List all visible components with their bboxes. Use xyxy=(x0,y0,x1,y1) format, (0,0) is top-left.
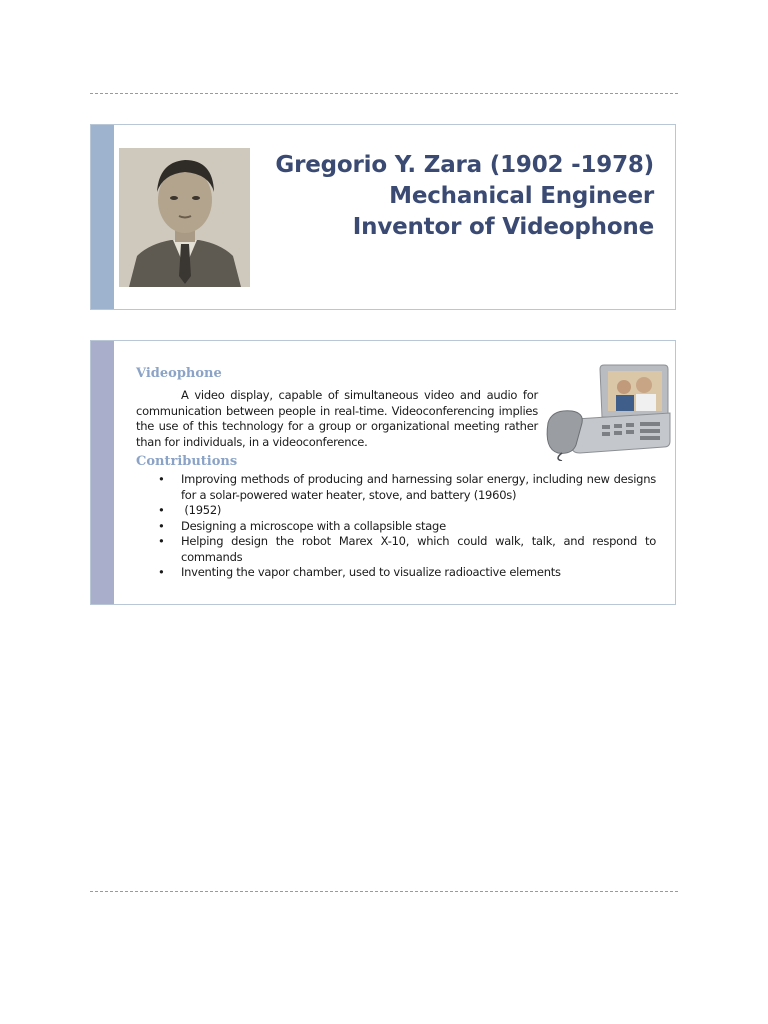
bullet-icon: • xyxy=(158,565,165,579)
content-slide xyxy=(90,340,676,605)
list-item: • Helping design the robot Marex X-10, which could walk, talk, and respond to commands xyxy=(158,534,656,564)
list-item: • (1952) xyxy=(158,503,222,517)
slide-title xyxy=(234,150,654,243)
title-slide xyxy=(90,124,676,310)
title-line-profession: Mechanical Engineer xyxy=(389,183,654,209)
bullet-icon: • xyxy=(158,503,165,517)
portrait-photo xyxy=(119,148,250,287)
slide-accent-bar xyxy=(91,341,114,604)
contributions-list xyxy=(136,472,656,581)
top-divider xyxy=(90,93,678,94)
videophone-description: A video display, capable of simultaneous video and audio for communication between people in real-time. Videoconferencing implies the use of this technology for a group or organizational meeting rather than for individuals, in a videoconference. xyxy=(136,388,538,449)
bottom-divider xyxy=(90,891,678,892)
videophone-image xyxy=(532,361,672,461)
bullet-icon: • xyxy=(158,518,165,533)
slide-accent-bar xyxy=(91,125,114,309)
list-item: • Inventing the vapor chamber, used to visualize radioactive elements xyxy=(158,565,561,579)
title-line-invention: Inventor of Videophone xyxy=(352,214,654,240)
list-item: • Improving methods of producing and harnessing solar energy, including new designs for a solar-powered water heater, stove, and battery (1960s) xyxy=(158,472,656,502)
bullet-icon: • xyxy=(158,472,165,486)
videophone-heading: Videophone xyxy=(136,366,222,381)
contributions-heading: Contributions xyxy=(136,454,238,469)
list-item: • Designing a microscope with a collapsible stage xyxy=(158,518,446,533)
title-line-name: Gregorio Y. Zara (1902 -1978) xyxy=(275,152,654,178)
bullet-icon: • xyxy=(158,534,165,548)
